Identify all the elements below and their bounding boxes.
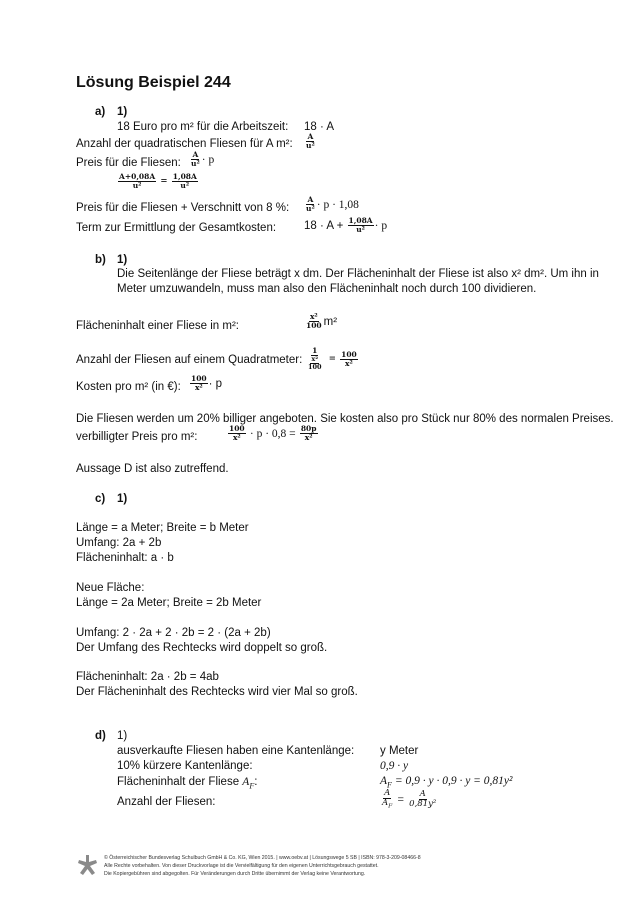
a-row-label: Term zur Ermittlung der Gesamtkosten: <box>76 222 277 234</box>
b-conclusion: Aussage D ist also zutreffend. <box>76 463 229 475</box>
part-a-label: a) <box>95 106 106 118</box>
a-row-value: 18 · A <box>304 121 335 133</box>
a-fraction: $\frac{A}{\text{u²}}$ <box>306 132 315 151</box>
a-row-label: Anzahl der quadratischen Fliesen für A m²: <box>76 138 293 150</box>
d-row-value: 0,9 · y <box>380 760 409 772</box>
b-area-label: Flächeninhalt einer Fliese in m²: <box>76 320 239 332</box>
a-verschnitt-formula: $\frac{A}{\text{u²}}$ · p · 1,08 <box>306 195 359 214</box>
footer-disclaimer: Die Kopiergebühren sind abgegolten. Für Veränderungen durch Dritte übernimmt der Verlag keine Verantwortung. <box>104 871 366 877</box>
part-a-number: 1) <box>117 106 128 118</box>
a-row-label: Preis für die Fliesen: <box>76 157 181 169</box>
a-row-label: 18 Euro pro m² für die Arbeitszeit: <box>117 121 289 133</box>
part-c-label: c) <box>95 493 106 505</box>
a-price-formula: $\frac{A}{\text{u²}}$ · p <box>191 150 215 169</box>
b-count-label: Anzahl der Fliesen auf einem Quadratmeter: <box>76 354 303 366</box>
d-row-label: ausverkaufte Fliesen haben eine Kantenlänge: <box>117 745 355 757</box>
b-cheaper-formula: $\frac{100}{\text{x²}}$ · p · 0,8 = $\frac{80p}{\text{x²}}$ <box>229 424 317 443</box>
c-line: Der Umfang des Rechtecks wird doppelt so groß. <box>76 642 328 654</box>
d-row-label: Anzahl der Fliesen: <box>117 796 216 808</box>
publisher-logo-icon <box>76 854 98 878</box>
c-line: Flächeninhalt: 2a · 2b = 4ab <box>76 671 219 683</box>
b-area-formula: $\frac{\text{x²}}{100}$ m² <box>306 312 338 331</box>
c-line: Umfang: 2a + 2b <box>76 537 162 549</box>
b-cheaper-label: verbilligter Preis pro m²: <box>76 431 198 443</box>
d-row-value: y Meter <box>380 745 419 757</box>
part-d-number: 1) <box>117 730 128 742</box>
footer-copyright: © Österreichischer Bundesverlag Schulbuch GmbH & Co. KG, Wien 2015. | www.oebv.at | Lösungswege 5 SB | ISBN: 978-3-209-08466-8 <box>104 855 421 861</box>
d-row-label: Flächeninhalt der Fliese $A_F$: <box>117 776 258 791</box>
b-cost-label: Kosten pro m² (in €): <box>76 381 181 393</box>
d-count-formula: $\frac{A}{A_F}$ = $\frac{A}{\text{0,81y²}}$ <box>382 788 437 811</box>
b-text: Die Seitenlänge der Fliese beträgt x dm. Der Flächeninhalt der Fliese ist also x² dm². Um ihn in <box>117 268 599 280</box>
part-b-label: b) <box>95 254 106 266</box>
c-line: Länge = a Meter; Breite = b Meter <box>76 522 249 534</box>
b-text: Meter umzuwandeln, muss man also den Flächeninhalt noch durch 100 dividieren. <box>117 283 537 295</box>
c-line: Umfang: 2 · 2a + 2 · 2b = 2 · (2a + 2b) <box>76 627 271 639</box>
d-area-formula: $A_F = 0,9 \cdot y \cdot 0,9 \cdot y = 0,81y^2$ <box>380 775 513 790</box>
a-simplification: $\frac{A+0,08A}{\text{u²}}$ = $\frac{1,08A}{\text{u²}}$ <box>119 172 197 191</box>
d-row-label: 10% kürzere Kantenlänge: <box>117 760 253 772</box>
a-total-formula: 18 · A + $\frac{1,08A}{\text{u²}}$ · p <box>304 216 388 235</box>
c-line: Flächeninhalt: a · b <box>76 552 174 564</box>
part-d-label: d) <box>95 730 106 742</box>
b-cost-formula: $\frac{100}{\text{x²}}$ · p <box>191 374 223 393</box>
b-text: Die Fliesen werden um 20% billiger angeboten. Sie kosten also pro Stück nur 80% des normalen Preises. <box>76 413 614 425</box>
footer-rights: Alle Rechte vorbehalten. Von dieser Druckvorlage ist die Vervielfältigung für den eigenen Unterrichtsgebrauch gestattet. <box>104 863 379 869</box>
page-title: Lösung Beispiel 244 <box>76 74 231 91</box>
part-b-number: 1) <box>117 254 128 266</box>
c-line: Der Flächeninhalt des Rechtecks wird vier Mal so groß. <box>76 686 358 698</box>
c-line: Neue Fläche: <box>76 582 145 594</box>
b-count-formula: $\frac{1}{\frac{\text{x²}}{100}}$ = $\frac{100}{\text{x²}}$ <box>308 346 357 372</box>
a-row-label: Preis für die Fliesen + Verschnitt von 8 %: <box>76 202 290 214</box>
c-line: Länge = 2a Meter; Breite = 2b Meter <box>76 597 262 609</box>
part-c-number: 1) <box>117 493 128 505</box>
